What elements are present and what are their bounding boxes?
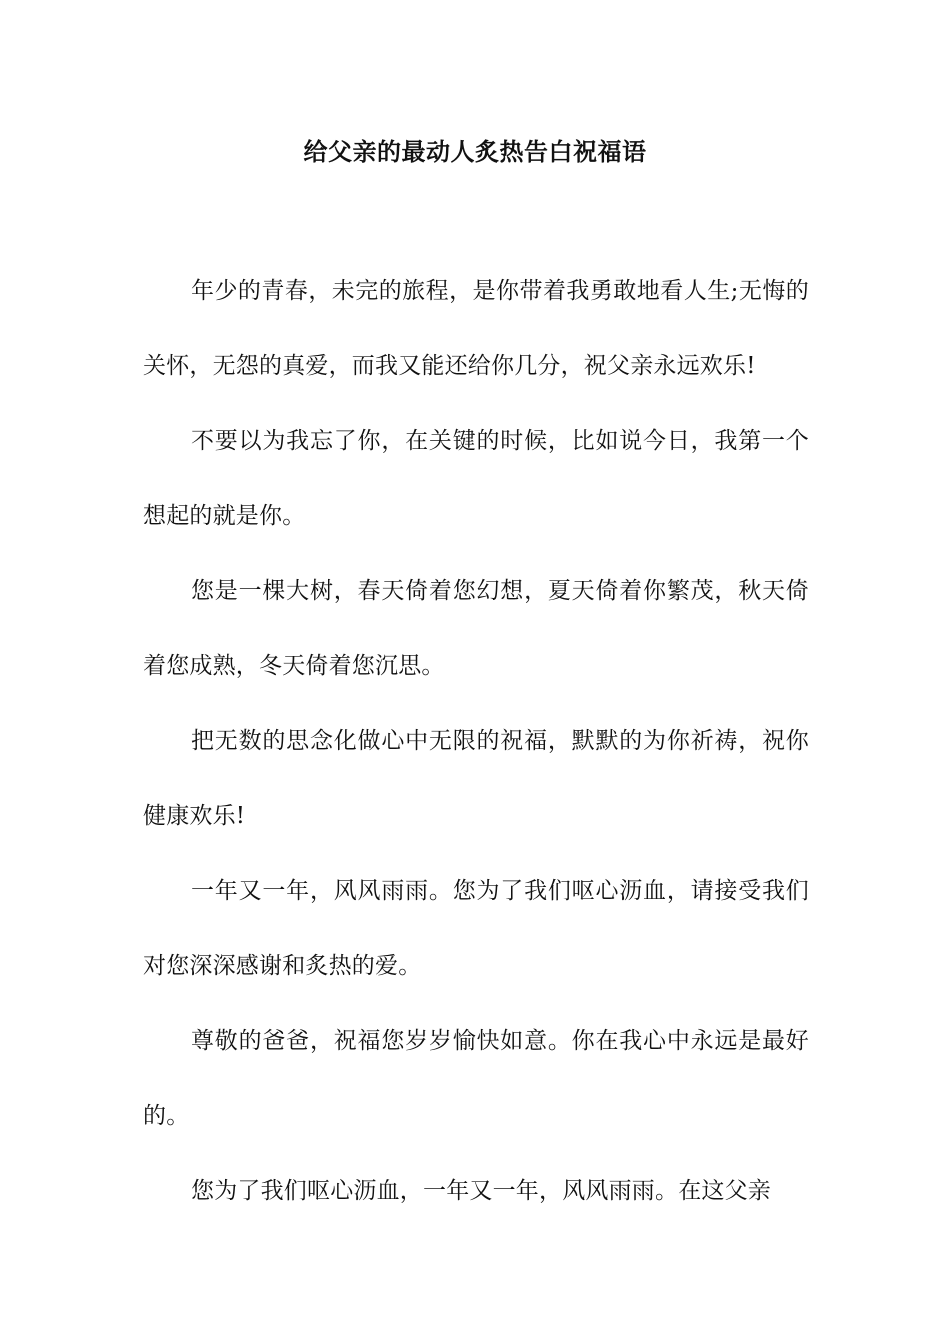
- paragraph-7: 您为了我们呕心沥血，一年又一年，风风雨雨。在这父亲: [191, 1178, 771, 1204]
- paragraph-6: 尊敬的爸爸，祝福您岁岁愉快如意。你在我心中永远是最好的。: [143, 1028, 809, 1129]
- document-body: [143, 254, 809, 1229]
- paragraph-4: 把无数的思念化做心中无限的祝福，默默的为你祈祷，祝你健康欢乐!: [143, 728, 809, 829]
- paragraph-5: 一年又一年，风风雨雨。您为了我们呕心沥血，请接受我们对您深深感谢和炙热的爱。: [143, 878, 809, 979]
- paragraph-2: 不要以为我忘了你，在关键的时候，比如说今日，我第一个想起的就是你。: [143, 428, 809, 529]
- document-title: 给父亲的最动人炙热告白祝福语: [303, 137, 647, 166]
- paragraph-1: 年少的青春，未完的旅程，是你带着我勇敢地看人生;无悔的关怀，无怨的真爱，而我又能还给你几分，祝父亲永远欢乐!: [143, 278, 809, 379]
- paragraph-3: 您是一棵大树，春天倚着您幻想，夏天倚着你繁茂，秋天倚着您成熟，冬天倚着您沉思。: [143, 578, 809, 679]
